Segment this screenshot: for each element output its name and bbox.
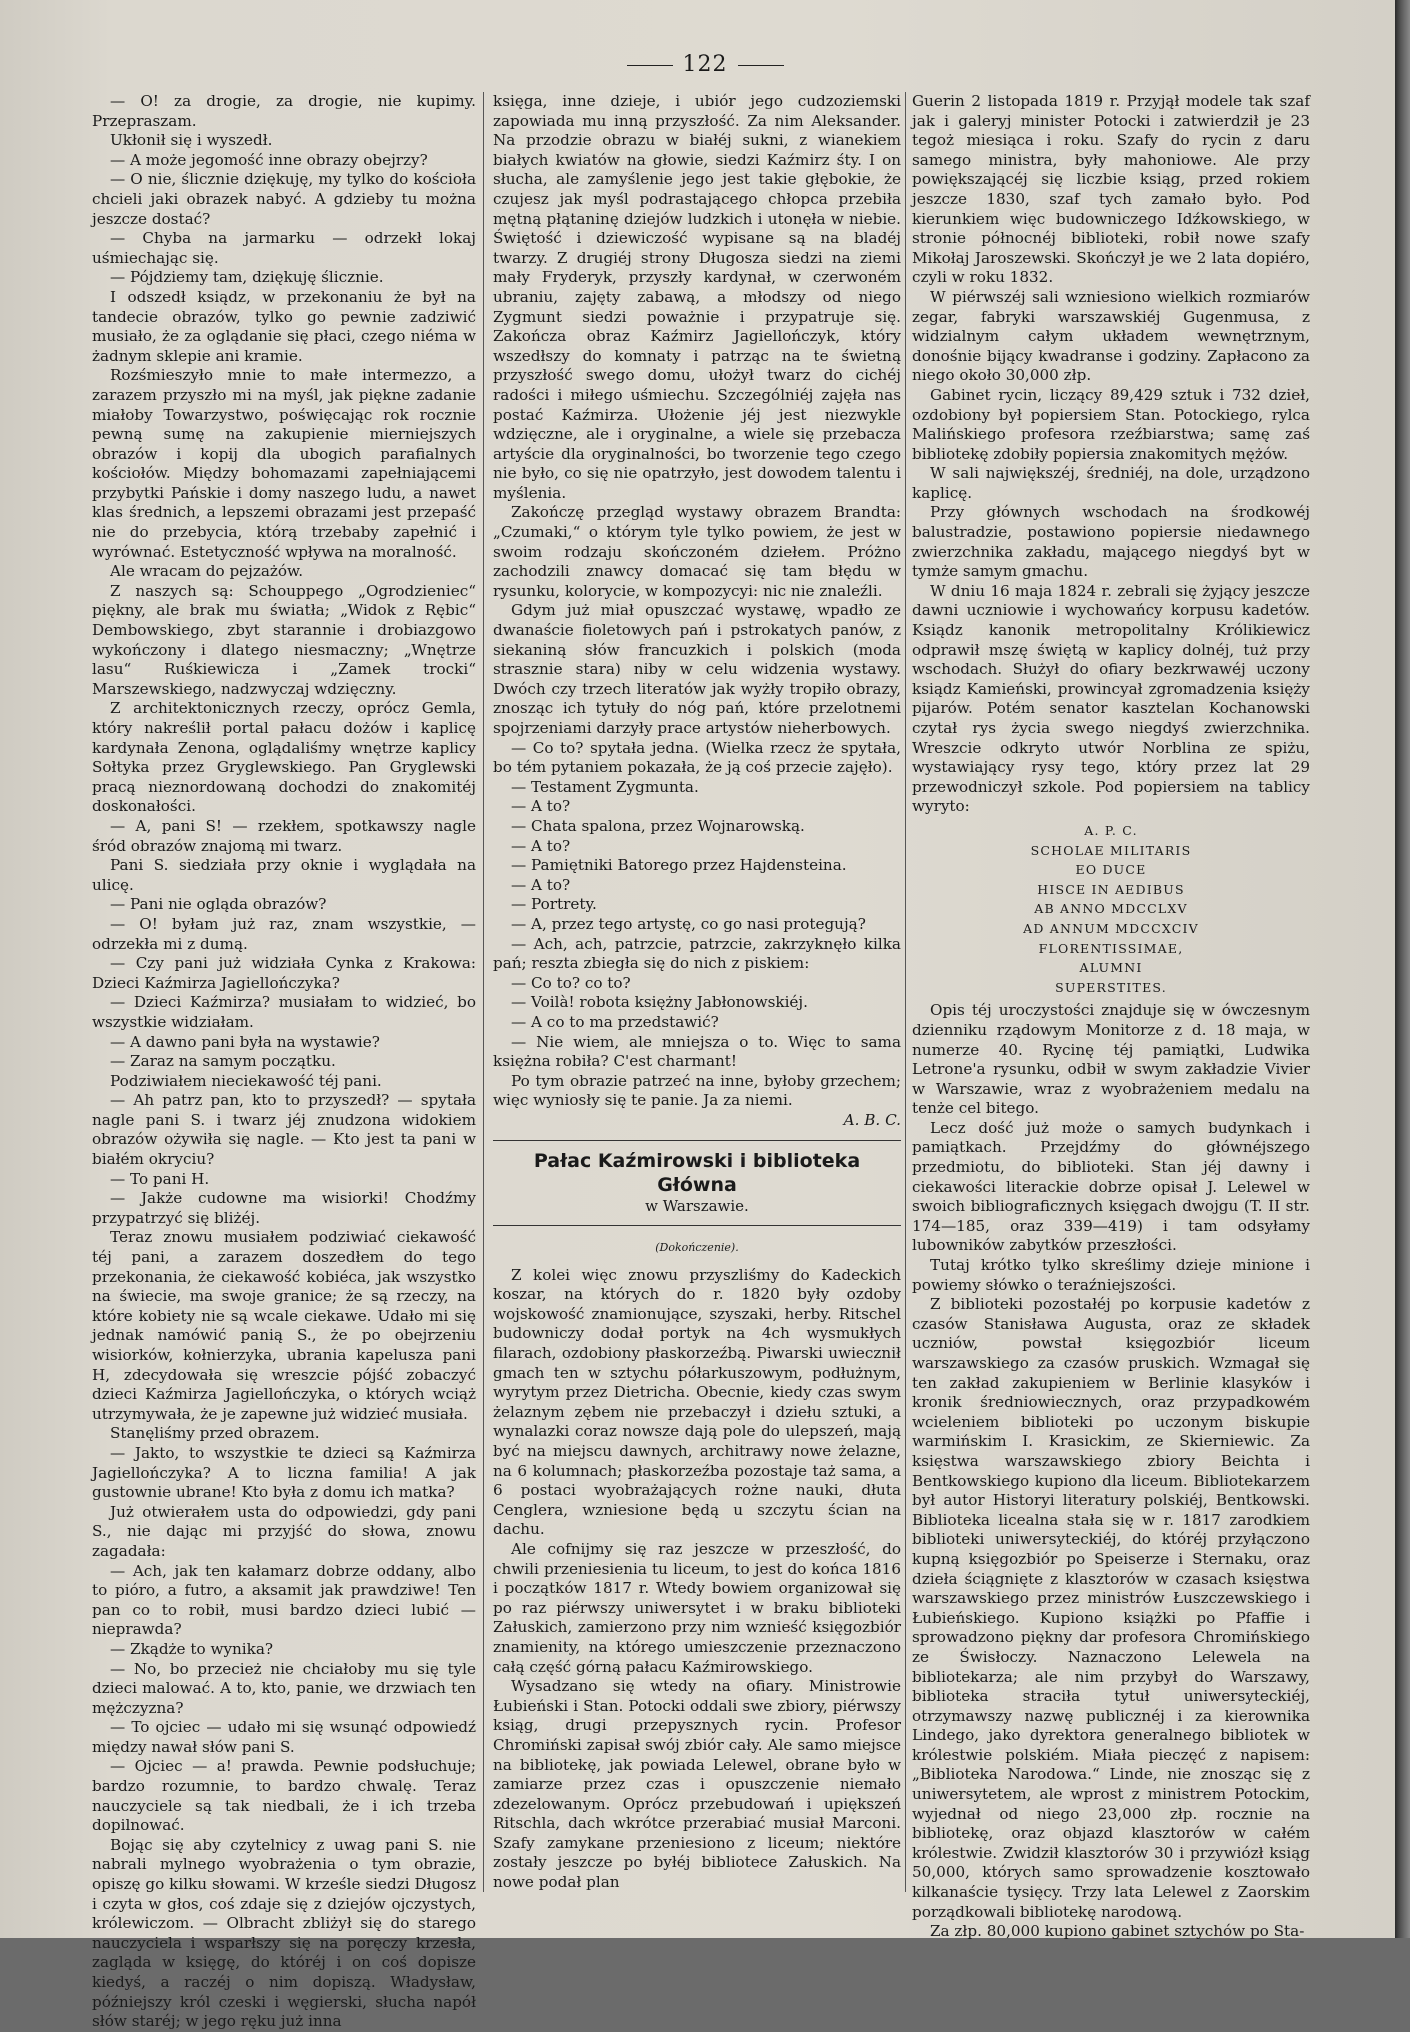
paragraph: — To pani H. [110,1169,210,1188]
paragraph: Zakończę przegląd wystawy obrazem Brandta: „Czumaki,“ o którym tyle tylko powiem, że jest w swoim rodzaju skończoném dziełem. Próżno zachodzili znawcy domacać się tam błędu w rysunku, kolorycie, w kompozycyi: nic nie znaleźli. [493,503,901,600]
paragraph: Stanęliśmy przed obrazem. [110,1424,320,1443]
paragraph: Lecz dość już może o samych budynkach i pamiątkach. Przejdźmy do głównéjszego przedmiotu, do biblioteki. Stan jéj dawny i ciekawości literackie dobrze opisał J. Lelewel w swoich bibliograficznych księgach dwojgu (T. II str. 174—185, oraz 339—419) i tam odsyłamy lubowników zabytków przeszłości. [912,1118,1310,1255]
latin-inscription [912,821,1310,997]
inscription-line: AB ANNO MDCCLXV [1034,901,1188,917]
paragraph: Pani S. siedziała przy oknie i wyglądała na ulicę. [92,856,476,894]
article-title: Pałac Kaźmirowski i biblioteka Główna [533,1150,861,1197]
paragraph: Bojąc się aby czytelnicy z uwag pani S. nie nabrali mylnego wyobrażenia o tym obrazie, opiszę go kilku słowami. W krześle siedzi Długosz i czyta w głos, coś zdaje się z dziejów ojczystych, królewiczom. — Olbracht zbliżył się do starego nauczyciela i wsparłszy się na poręczy krzesła, zagląda w księgę, do któréj i on coś dopisze kiedyś, a raczéj o nim dopiszą. Władysław, późniejszy król czeski i węgierski, słucha napół słów staréj; w jego ręku już inna [92,1835,476,2031]
page-number-rule-right [738,65,784,66]
paragraph: Z architektonicznych rzeczy, oprócz Gemla, który nakreślił portal pałacu dożów i kaplicę kardynała Zenona, oglądaliśmy wnętrze kaplicy Sołtyka przez Gryglewskiego. Pan Gryglewski pracą nieznordowaną dochodzi do znakomitéj doskonałości. [92,699,476,816]
paragraph: — Portrety. [511,895,597,914]
paragraph: — No, bo przecież nie chciałoby mu się tyle dzieci malować. A to, kto, panie, we drzwiach ten mężczyzna? [92,1659,476,1717]
paragraph: księga, inne dzieje, i ubiór jego cudzoziemski zapowiada mu inną przyszłość. Za nim Aleksander. Na przodzie obrazu w białéj sukni, z wianekiem białych kwiatów na głowie, siedzi Kaźmirz śty. I on słucha, ale zamyślenie jego jest takie głębokie, że czujesz jak myśl podrastającego chłopca przebiła mętną płątaninę dziejów ludzkich i utonęła w niebie. Świętość i dziewiczość wypisane są na bladéj twarzy. Z drugiéj strony Długosza siedzi na ziemi mały Fryderyk, przyszły kardynał, w czerwoném ubraniu, zajęty zabawą, a młodszy od niego Zygmunt siedzi poważnie i przypatruje się. Zakończa obraz Kaźmirz Jagiellończyk, który wszedłszy do komnaty i patrząc na te świetną przyszłość swego domu, ułożył twarz do cichéj radości i miłego uśmiechu. Szczególniéj zajęła nas postać Kaźmirza. Ułożenie jéj jest niezwykle wdzięczne, ale i oryginalne, a wiele się przebacza artyście dla oryginalności, bo tworzenie tego czego nie było, co się nie opatrzyło, jest dowodem talentu i myślenia. [493,92,901,502]
column-2-text [493,92,901,1111]
paragraph: — A może jegomość inne obrazy obejrzy? [110,150,428,169]
column-1 [92,92,476,2031]
inscription-line: SUPERSTITES. [1055,979,1167,995]
paragraph: — A to? [511,836,571,855]
page-number [600,52,810,77]
paragraph: W sali największéj, średniéj, na dole, urządzono kaplicę. [912,464,1310,502]
paragraph: Teraz znowu musiałem podziwiać ciekawość téj pani, a zarazem doszedłem do tego przekonania, że ciekawość kobiéca, jak wszystko na świecie, ma swoje granice; że są rzeczy, na które kobiety nie są wcale ciekawe. Udało mi się jednak namówić panią S., że po obejrzeniu wisiorków, kołnierzyka, ubrania kapelusza pani H, zdecydowała się wreszcie pójść zobaczyć dzieci Kaźmirza Jagiellończyka, o których wciąż utrzymywała, że je zapewne już widzieć musiała. [92,1228,476,1423]
paragraph: — Pójdziemy tam, dziękuję ślicznie. [110,268,384,287]
paragraph: — To ojciec — udało mi się wsunąć odpowiedź między nawał słów pani S. [92,1718,476,1756]
paragraph: — O! byłam już raz, znam wszystkie, — odrzekła mi z dumą. [92,914,476,953]
paragraph: — Dzieci Kaźmirza? musiałam to widzieć, bo wszystkie widziałam. [92,993,476,1031]
paragraph: — Co to? spytała jedna. (Wielka rzecz że spytała, bo tém pytaniem pokazała, że ją coś przecie zajęło). [493,738,901,777]
paragraph: — Pani nie ogląda obrazów? [110,895,327,914]
column-rule-2 [905,92,906,1892]
paragraph: — Ah patrz pan, kto to przyszedł? — spytała nagle pani S. i twarz jéj znudzona widokiem obrazów ożywiła się nagle. — Kto jest ta pani w białém okryciu? [92,1091,476,1169]
paragraph: Z kolei więc znowu przyszliśmy do Kadeckich koszar, na których do r. 1820 były ozdoby wojskowość znamionujące, szyszaki, herby. Ritschel budowniczy dodał portyk na 4ch wysmukłych filarach, ozdobiony płaskorzeźbą. Piwarski uwiecznił gmach ten w sztychu półarkuszowym, podłużnym, wyrytym przez Dietricha. Obecnie, kiedy czas swym żelaznym zębem nie przebaczył i dziełu sztuki, a wynalazki coraz nowsze dają pole do ulepszeń, mają być na miejscu dawnych, architrawy nowe żelazne, na 6 kolumnach; płaskorzeźba pozostaje taż sama, a 6 postaci wyobrażających rożne nauki, dłuta Cenglera, wzniesione będą u szczytu ścian na dachu. [493,1265,901,1539]
paragraph: Podziwiałem nieciekawość téj pani. [110,1071,382,1090]
page-number-text: 122 [682,52,728,77]
paragraph: — Zkądże to wynika? [110,1639,274,1658]
paragraph: Ukłonił się i wyszedł. [110,131,273,150]
inscription-line: A. P. C. [1084,822,1138,838]
paragraph: — Ojciec — a! prawda. Pewnie podsłuchuje; bardzo rozumnie, to bardzo chwalę. Teraz nauczyciele są tak niedbali, że i ich trzeba dopilnować. [92,1757,476,1835]
paragraph: — Nie wiem, ale mniejsza o to. Więc to sama księżna robiła? C'est charmant! [493,1032,901,1071]
paragraph: — A dawno pani była na wystawie? [110,1032,380,1051]
paragraph: — A, pani S! — rzekłem, spotkawszy nagle śród obrazów znajomą mi twarz. [92,816,476,855]
paragraph: — A to? [511,875,571,894]
article-separator-top [493,1140,901,1141]
paragraph: I odszedł ksiądz, w przekonaniu że był na tandecie obrazów, tylko go pewnie zadziwić musiało, że za oglądanie się płaci, czego niéma w żadnym sklepie ani kramie. [92,287,476,365]
paragraph: Opis téj uroczystości znajduje się w ówczesnym dzienniku rządowym Monitorze z d. 18 maja, w numerze 40. Rycinę téj pamiątki, Ludwika Letrone'a rysunku, odbił w swym zakładzie Vivier w Warszawie, wraz z wyobrażeniem medalu na tenże cel bitego. [912,1001,1310,1118]
column-3-text-bottom [912,1001,1310,1942]
paragraph: — Voilà! robota księżny Jabłonowskiéj. [511,993,808,1012]
paragraph: — Ach, ach, patrzcie, patrzcie, zakrzyknęło kilka pań; reszta zbiegła się do nich z piskiem: [493,934,901,973]
paragraph: Po tym obrazie patrzeć na inne, byłoby grzechem; więc wyniosły się te panie. Ja za niemi. [493,1071,901,1110]
paragraph: Gdym już miał opuszczać wystawę, wpadło ze dwanaście fioletowych pań i pstrokatych panów, z siekaniną słów francuzkich i polskich (moda strasznie stara) niby w celu widzenia wystawy. Dwóch czy trzech literatów jak wyżły tropiło obrazy, znosząc ich tytuły do nóg pań, które przelotnemi spojrzeniami darzyły prace artystów nieherbowych. [493,601,901,737]
paragraph: — Chyba na jarmarku — odrzekł lokaj uśmiechając się. [92,229,476,267]
paragraph: — Chata spalona, przez Wojnarowską. [511,816,805,835]
inscription-line: FLORENTISSIMAE, [1038,940,1184,956]
paragraph: Guerin 2 listopada 1819 r. Przyjął modele tak szaf jak i galeryj minister Potocki i zatwierdził je 23 tegoż miesiąca i roku. Szafy do rycin z daru samego ministra, były mahoniowe. Ale przy powiększającéj się liczbie ksiąg, przed rokiem jeszcze 1830, szaf tych zamało było. Pod kierunkiem więc budowniczego Idźkowskiego, w stronie północnéj biblioteki, robił nowe szafy Mikołaj Jaroszewski. Skończył je we 2 lata dopiéro, czyli w roku 1832. [912,92,1310,287]
paragraph: — O! za drogie, za drogie, nie kupimy. Przepraszam. [92,92,476,130]
author-signature: A. B. C. [843,1110,901,1129]
inscription-line: SCHOLAE MILITARIS [1030,842,1192,858]
page-number-rule-left [627,65,673,66]
column-2 [493,92,901,1892]
column-rule-1 [483,92,484,1892]
paragraph: Za złp. 80,000 kupiono gabinet sztychów po Sta- [930,1922,1305,1941]
book-spine-edge [1395,0,1410,1938]
paragraph: — Jakto, to wszystkie te dzieci są Kaźmirza Jagiellończyka? A to liczna familia! A jak gustownie ubrane! Kto była z domu ich matka? [92,1443,476,1502]
article-body [493,1266,901,1893]
paragraph: — Czy pani już widziała Cynka z Krakowa: Dzieci Kaźmirza Jagiellończyka? [92,954,476,992]
paragraph: Już otwierałem usta do odpowiedzi, gdy pani S., nie dając mi przyjść do słowa, znowu zagadała: [92,1502,476,1560]
paragraph: — A to? [511,797,571,816]
inscription-line: EO DUCE [1075,862,1147,878]
paragraph: Rozśmieszyło mnie to małe intermezzo, a zarazem przyszło mi na myśl, jak piękne zadanie miałoby Towarzystwo, poświęcając rok rocznie pewną sumę na zakupienie mierniejszych obrazów i kopij dla ubogich parafialnych kościołów. Między bohomazami zapełniającemi przybytki Pańskie i domy naszego ludu, a nawet klas średnich, a lepszemi obrazami jest przepaść nie do przebycia, którą trzebaby zapełnić i wyrównać. Estetyczność wpływa na moralność. [92,366,476,561]
paragraph: Gabinet rycin, liczący 89,429 sztuk i 732 dzieł, ozdobiony był popiersiem Stan. Potockiego, rylca Malińskiego profesora rzeźbiarstwa; samę zaś bibliotekę zdobiły popiersia znakomitych mężów. [912,385,1310,463]
inscription-line: HISCE IN AEDIBUS [1037,881,1185,897]
paragraph: — Zaraz na samym początku. [110,1052,336,1071]
article-subtitle: w Warszawie. [645,1197,749,1216]
paragraph: Ale cofnijmy się raz jeszcze w przeszłość, do chwili przeniesienia tu liceum, to jest do końca 1816 i początków 1817 r. Wtedy bowiem organizował się po raz piérwszy uniwersytet i w braku biblioteki Załuskich, zamierzono przy nim wznieść księgozbiór znamienity, na którego umieszczenie przeznaczono całą część górną pałacu Kaźmirowskiego. [493,1539,901,1676]
paragraph: Z naszych są: Schouppego „Ogrodzieniec“ piękny, ale brak mu światła; „Widok z Rębic“ Dembowskiego, zbyt starannie i drobiazgowo wykończony i dlatego niesmaczny; „Wnętrze lasu“ Ruśkiewicza i „Zamek trocki“ Marszewskiego, nadzwyczaj wdzięczny. [92,581,476,698]
inscription-line: ALUMNI [1079,960,1143,976]
paragraph: Tutaj krótko tylko skreślimy dzieje minione i powiemy słówko o teraźniejszości. [912,1256,1310,1294]
paragraph: — A, przez tego artystę, co go nasi protegują? [511,914,866,933]
paragraph: — O nie, ślicznie dziękuję, my tylko do kościoła chcieli jaki obrazek nabyć. A gdzieby tu można jeszcze dostać? [92,170,476,228]
paragraph: — Testament Zygmunta. [511,777,699,796]
paragraph: W dniu 16 maja 1824 r. zebrali się żyjący jeszcze dawni uczniowie i wychowańcy korpusu kadetów. Ksiądz kanonik metropolitalny Królikiewicz odprawił mszę świętą w kaplicy dolnéj, tuż przy wschodach. Służył do ofiary bezkrwawéj uczony ksiądz Kamieński, prowincyał zgromadzenia księży pijarów. Potém senator kasztelan Kochanowski czytał rys życia swego niegdyś zwierzchnika. Wreszcie odkryto utwór Norblina ze spiżu, wystawiający rysy tego, który przez lat 29 przewodniczył szkole. Pod popiersiem na tablicy wyryto: [912,581,1310,816]
inscription-line: AD ANNUM MDCCXCIV [1023,920,1199,936]
paragraph: W piérwszéj sali wzniesiono wielkich rozmiarów zegar, fabryki warszawskiéj Gugenmusa, z widzialnym całym układem wewnętrznym, donośnie bijący kwadranse i godziny. Zapłacono za niego około 30,000 złp. [912,287,1310,385]
paragraph: — A co to ma przedstawić? [511,1012,719,1031]
paragraph: — Jakże cudowne ma wisiorki! Chodźmy przypatrzyć się bliżéj. [92,1189,476,1227]
column-3-text-top [912,92,1310,817]
column-3 [912,92,1310,1941]
paragraph: Z biblioteki pozostałéj po korpusie kadetów z czasów Stanisława Augusta, oraz ze składek uczniów, powstał księgozbiór liceum warszawskiego za czasów pruskich. Wzmagał się ten zakład zakupieniem w Berlinie klasyków i kronik średniowiecznych, oraz przypadkowém wcieleniem biblioteki po uczonym biskupie warmińskim I. Krasickim, ze Skierniewic. Za księstwa warszawskiego zbiory Beichta i Bentkowskiego kupiono dla liceum. Bibliotekarzem był autor Historyi literatury polskiéj, Bentkowski. Biblioteka licealna stała się w r. 1817 zarodkiem biblioteki uniwersyteckiéj, do któréj przyłączono kupną księgozbiór po Speiserze i Sternaku, oraz dzieła ściągnięte z klasztorów w czasach księstwa warszawskiego przez ministrów Łuszczewskiego i Łubieńskiego. Kupiono książki po Pfaffie i sprowadzono piękny dar profesora Chromińskiego ze Świsłoczy. Naznaczono Lelewela na bibliotekarza; ale nim przybył do Warszawy, biblioteka straciła tytuł uniwersyteckiéj, otrzymawszy nazwę publicznéj i za kierownika Lindego, jako dyrektora generalnego bibliotek w królestwie polskiém. Miała pieczęć z napisem: „Biblioteka Narodowa.“ Linde, nie znosząc się z uniwersytetem, ale wprost z ministrem Potockim, wyjednał od niego 23,000 złp. rocznie na bibliotekę, oraz objazd klasztorów w całém królestwie. Zwidził klasztorów 30 i przywiózł ksiąg 50,000, których samo sprowadzenie kosztowało kilkanaście tysięcy. Trzy lata Lelewel z Zaorskim porządkowali bibliotekę narodową. [912,1295,1310,1921]
column-1-text [92,92,476,2032]
paragraph: Ale wracam do pejzażów. [110,562,304,581]
paragraph: — Ach, jak ten kałamarz dobrze oddany, albo to pióro, a futro, a aksamit jak prawdziwe! Ten pan co to robił, musi bardzo dzieci lubić — nieprawda? [92,1561,476,1639]
article-separator-bottom [493,1225,901,1226]
paragraph: Przy głównych wschodach na środkowéj balustradzie, postawiono popiersie niedawnego zwierzchnika zakładu, mającego niegdyś byt w tymże samym gmachu. [912,503,1310,581]
paragraph: — Co to? co to? [511,973,631,992]
paragraph: Wysadzano się wtedy na ofiary. Ministrowie Łubieński i Stan. Potocki oddali swe zbiory, piérwszy ksiąg, drugi przepysznych rycin. Profesor Chromiński zapisał swój zbiór cały. Ale samo miejsce na bibliotekę, jak powiada Lelewel, obrane było w zamiarze przez czas i opuszczenie niemało zdezelowanym. Oprócz przebudowań i upiększeń Ritschla, dach wkrótce przerabiać musiał Marconi. Szafy zamykane przeniesiono z liceum; niektóre zostały jeszcze po byłéj bibliotece Załuskich. Na nowe podał plan [493,1677,901,1892]
article-continuation-note: (Dokończenie). [655,1241,739,1255]
paragraph: — Pamiętniki Batorego przez Hajdensteina. [511,856,847,875]
